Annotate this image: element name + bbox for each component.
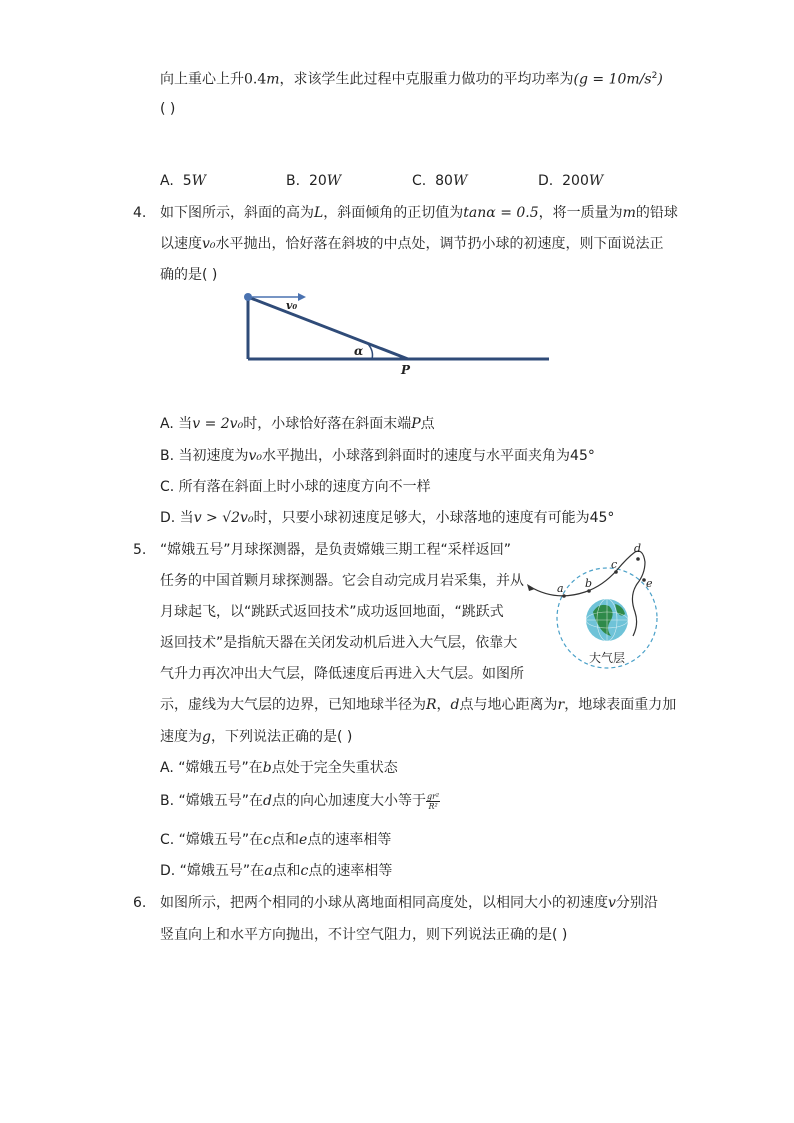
option-text-2: 时，只要小球初速度足够大，小球落地的速度有可能为45° <box>253 510 615 526</box>
atmosphere-label: 大气层 <box>589 651 626 665</box>
q6-v-symbol: v <box>608 895 616 911</box>
q5-g-symbol: g <box>202 729 211 745</box>
q4-option-c[interactable]: C. 所有落在斜面上时小球的速度方向不一样 <box>160 479 431 495</box>
q6-stem-line2: 竖直向上和水平方向抛出，不计空气阻力，则下列说法正确的是( ) <box>160 927 568 943</box>
option-text: D. 当 <box>160 510 194 526</box>
q4-v0-symbol: v₀ <box>202 236 216 252</box>
option-value: 5 <box>182 173 192 189</box>
option-point-2: e <box>299 832 308 848</box>
q4-option-d[interactable] <box>160 508 614 528</box>
q5-d-point: d <box>450 697 460 713</box>
point-d <box>636 557 640 561</box>
q3-option-a[interactable] <box>160 171 206 191</box>
q4-incline-figure <box>236 287 556 377</box>
q5-stem-line7 <box>160 727 352 747</box>
option-text: B. “嫦娥五号”在 <box>160 793 264 809</box>
q5-stem-line1: “嫦娥五号”月球探测器，是负责嫦娥三期工程“采样返回” <box>160 542 512 558</box>
option-point-2: c <box>300 863 309 879</box>
option-unit: W <box>191 173 206 189</box>
q4-height-symbol: L <box>314 205 324 221</box>
option-point: b <box>262 760 272 776</box>
q4-text-6: 水平抛出，恰好落在斜坡的中点处，调节扔小球的初速度，则下面说法正 <box>215 236 664 252</box>
q5-option-d[interactable] <box>160 861 392 881</box>
option-unit: W <box>588 173 604 189</box>
q5-text-4: 速度为 <box>160 729 202 745</box>
label-d: d <box>634 542 642 555</box>
option-text-3: 点的速率相等 <box>308 863 393 879</box>
option-letter: A. <box>160 173 174 189</box>
fig-P-label: P <box>401 363 411 377</box>
q4-text-4: 的铅球 <box>635 205 678 221</box>
q3-option-d[interactable] <box>538 171 603 191</box>
q4-text-2: ，斜面倾角的正切值为 <box>323 205 464 221</box>
option-text: D. “嫦娥五号”在 <box>160 863 265 879</box>
q6-number: 6. <box>133 895 147 911</box>
q3-option-b[interactable] <box>286 171 341 191</box>
q5-stem-line6 <box>160 695 676 715</box>
q5-text-5: ，下列说法正确的是( ) <box>210 729 353 745</box>
option-point: d <box>263 793 272 809</box>
q3-answer-paren: ( ) <box>160 101 176 117</box>
option-letter: B. <box>286 173 301 189</box>
option-text: C. “嫦娥五号”在 <box>160 832 264 848</box>
q4-mass-symbol: m <box>622 205 636 221</box>
option-point: a <box>264 863 273 879</box>
option-text: A. 当 <box>160 416 193 432</box>
q4-text-5: 以速度 <box>160 236 202 252</box>
q4-option-b[interactable] <box>160 446 595 466</box>
label-b: b <box>585 577 593 590</box>
option-text: B. 当初速度为 <box>160 448 249 464</box>
option-text-2: 点的向心加速度大小等于 <box>271 793 426 809</box>
q3-text: 向上重心上升 <box>160 71 244 88</box>
option-value: 200 <box>562 173 589 189</box>
q5-stem-line4: 返回技术”是指航天器在关闭发动机后进入大气层，依靠大 <box>160 635 518 651</box>
q5-stem-line5: 气升力再次冲出大气层，降低速度后再进入大气层。如图所 <box>160 666 524 682</box>
q5-option-b[interactable] <box>160 791 440 811</box>
q3-height-unit: m <box>266 71 280 88</box>
label-c: c <box>611 558 618 571</box>
trajectory-arrow-icon <box>527 584 535 591</box>
q3-gravity: (g = 10m/s <box>573 71 652 88</box>
q6-text: 如图所示，把两个相同的小球从离地面相同高度处，以相同大小的初速度 <box>160 895 608 911</box>
option-point: c <box>263 832 272 848</box>
option-text-2: 点处于完全失重状态 <box>271 760 398 776</box>
q6-stem-line1 <box>160 893 658 913</box>
q5-stem-line3: 月球起飞，以“跳跃式返回技术”成功返回地面，“跳跃式 <box>160 604 504 620</box>
q5-r-symbol: r <box>557 697 565 713</box>
option-letter: D. <box>538 173 554 189</box>
fig-alpha-label: α <box>354 344 364 358</box>
q5-stem-line2: 任务的中国首颗月球探测器。它会自动完成月岩采集，并从 <box>160 573 524 589</box>
q3-gravity-close: ) <box>657 71 663 88</box>
q5-option-c[interactable] <box>160 830 391 850</box>
q4-tan-expression: tanα = 0.5 <box>463 205 539 221</box>
q3-height-value: 0.4 <box>244 71 267 88</box>
label-e: e <box>646 577 653 590</box>
option-text-3: 点 <box>420 416 435 432</box>
fig-v0-label: v₀ <box>286 299 298 312</box>
q5-option-a[interactable] <box>160 758 398 778</box>
fraction-numerator: gr² <box>426 791 440 801</box>
q3-gravity-exp: 2 <box>651 71 658 81</box>
option-value: 80 <box>435 173 453 189</box>
ball-icon <box>244 293 252 301</box>
option-point: P <box>411 416 421 432</box>
q4-text-3: ，将一质量为 <box>538 205 623 221</box>
q5-text-2: 点与地心距离为 <box>459 697 558 713</box>
q4-stem-line2 <box>160 234 664 254</box>
q5-radius-symbol: R <box>426 697 437 713</box>
slope-line <box>248 297 408 359</box>
fraction-denominator: R² <box>428 801 438 811</box>
q4-option-a[interactable] <box>160 414 435 434</box>
option-inequality: v > √2v₀ <box>193 510 254 526</box>
q5-trajectory-figure <box>525 540 665 670</box>
label-a: a <box>557 582 564 595</box>
option-value: 20 <box>308 173 327 189</box>
q3-option-c[interactable] <box>412 171 467 191</box>
q5-number: 5. <box>133 542 147 558</box>
q3-text-2: ，求该学生此过程中克服重力做功的平均功率为 <box>279 71 574 88</box>
option-text: A. “嫦娥五号”在 <box>160 760 263 776</box>
arrow-head-icon <box>298 293 306 301</box>
option-fraction <box>426 792 440 811</box>
q3-stem-line1 <box>160 66 663 90</box>
option-equation: v = 2v₀ <box>192 416 244 432</box>
q4-number: 4. <box>133 205 147 221</box>
q6-text-2: 分别沿 <box>615 895 658 911</box>
q5-text-3: ，地球表面重力加 <box>564 697 677 713</box>
option-text-3: 点的速率相等 <box>307 832 392 848</box>
option-unit: W <box>326 173 342 189</box>
option-text-2: 时，小球恰好落在斜面末端 <box>243 416 412 432</box>
option-text-2: 水平抛出，小球落到斜面时的速度与水平面夹角为45° <box>262 448 595 464</box>
option-text-2: 点和 <box>272 863 301 879</box>
q5-text: 示，虚线为大气层的边界，已知地球半径为 <box>160 697 426 713</box>
q5-comma: ， <box>436 697 451 713</box>
q4-stem-line1 <box>160 203 678 223</box>
option-text-2: 点和 <box>271 832 300 848</box>
option-unit: W <box>452 173 468 189</box>
option-v0: v₀ <box>248 448 263 464</box>
q4-text: 如下图所示，斜面的高为 <box>160 205 314 221</box>
q4-stem-line3: 确的是( ) <box>160 267 218 283</box>
option-letter: C. <box>412 173 427 189</box>
